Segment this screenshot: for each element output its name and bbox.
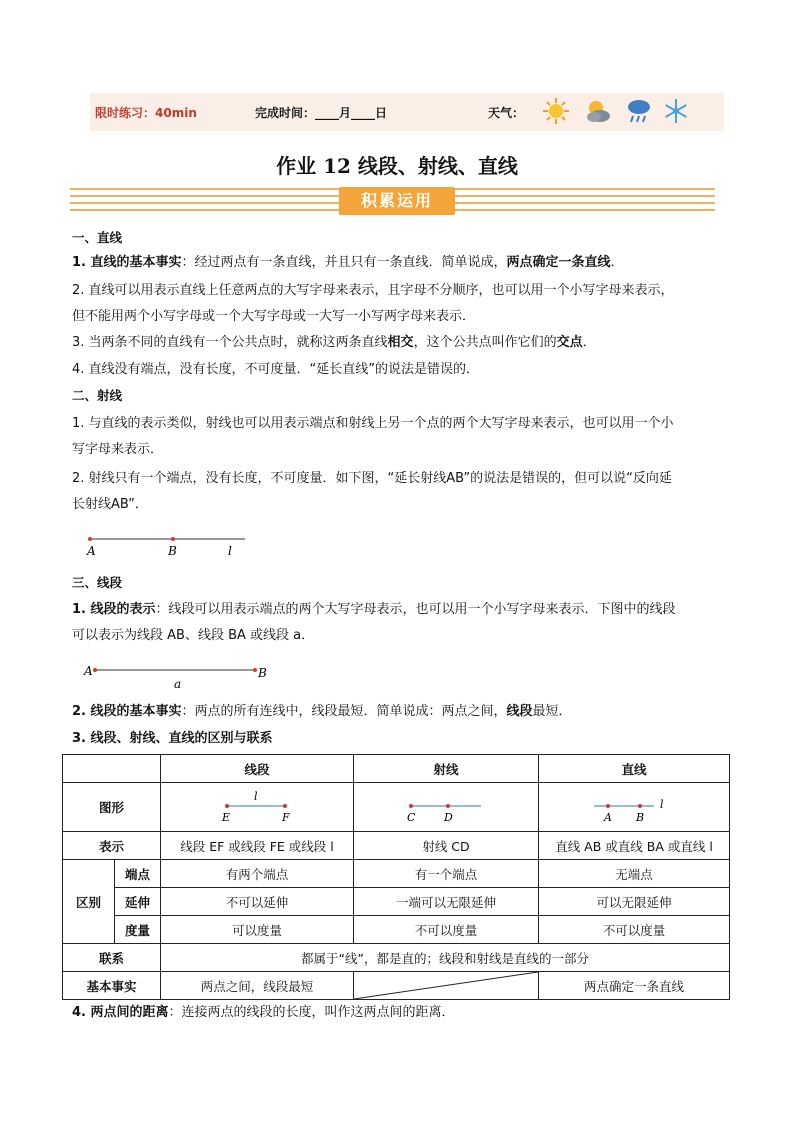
svg-text:B: B bbox=[636, 810, 645, 824]
table-header: 线段 bbox=[161, 755, 354, 783]
table-row bbox=[63, 888, 730, 916]
header-bar bbox=[90, 93, 724, 131]
row-label: 表示 bbox=[63, 832, 161, 860]
table-header: 直线 bbox=[539, 755, 730, 783]
ray-figure bbox=[80, 530, 260, 560]
table-row bbox=[63, 755, 730, 783]
table-cell: 射线 CD bbox=[354, 832, 539, 860]
row-label: 图形 bbox=[63, 783, 161, 832]
paragraph: 1. 线段的表示：线段可以用表示端点的两个大写字母表示，也可以用一个小写字母来表示．下图中的线段 可以表示为线段 AB、线段 BA 或线段 a． bbox=[72, 602, 676, 643]
row-label: 基本事实 bbox=[63, 972, 161, 1000]
paragraph: 4. 直线没有端点，没有长度，不可度量．“延长直线”的说法是错误的． bbox=[72, 362, 480, 377]
section-banner: 积累运用 bbox=[339, 187, 455, 215]
weather-label: 天气： bbox=[488, 106, 525, 120]
line-figure-cell bbox=[539, 783, 730, 832]
paragraph: 3. 线段、射线、直线的区别与联系 bbox=[72, 731, 273, 746]
page-title: 作业 12 线段、射线、直线 bbox=[276, 154, 518, 178]
table-cell: 有两个端点 bbox=[161, 860, 354, 888]
paragraph: 3. 当两条不同的直线有一个公共点时，就称这两条直线相交，这个公共点叫作它们的交点． bbox=[72, 335, 596, 350]
row-label: 区别 bbox=[63, 860, 115, 944]
point-label: A bbox=[87, 544, 96, 558]
table-cell: 无端点 bbox=[539, 860, 730, 888]
table-header: 射线 bbox=[354, 755, 539, 783]
table-cell: 直线 AB 或直线 BA 或直线 l bbox=[539, 832, 730, 860]
time-limit: 限时练习：40min bbox=[95, 106, 197, 120]
table-row bbox=[63, 916, 730, 944]
segment-figure bbox=[80, 660, 280, 692]
paragraph: 1. 与直线的表示类似，射线也可以用表示端点和射线上另一个点的两个大写字母来表示，也可以用一个小 写字母来表示． bbox=[72, 416, 674, 457]
table-row bbox=[63, 832, 730, 860]
table-cell: 可以无限延伸 bbox=[539, 888, 730, 916]
snowflake-icon bbox=[662, 97, 690, 125]
section-heading: 三、线段 bbox=[72, 575, 123, 590]
point-label: B bbox=[258, 666, 267, 680]
table-cell: 两点之间，线段最短 bbox=[161, 972, 354, 1000]
paragraph: 1. 直线的基本事实：经过两点有一条直线，并且只有一条直线．简单说成，两点确定一条直线． bbox=[72, 255, 624, 270]
paragraph: 2. 线段的基本事实：两点的所有连线中，线段最短．简单说成：两点之间，线段最短． bbox=[72, 704, 572, 719]
paragraph: 2. 射线只有一个端点，没有长度，不可度量．如下图，“延长射线AB”的说法是错误的，但可以说“反向延 长射线AB”． bbox=[72, 471, 672, 512]
row-sublabel: 端点 bbox=[115, 860, 161, 888]
point-label: B bbox=[168, 544, 177, 558]
section-heading: 二、射线 bbox=[72, 388, 123, 403]
table-row bbox=[63, 860, 730, 888]
row-label: 联系 bbox=[63, 944, 161, 972]
svg-text:A: A bbox=[604, 810, 612, 824]
sun-icon bbox=[542, 97, 570, 125]
table-row bbox=[63, 944, 730, 972]
svg-text:C: C bbox=[407, 810, 416, 824]
svg-text:D: D bbox=[444, 810, 453, 824]
point-label: A bbox=[84, 664, 93, 678]
section-heading: 一、直线 bbox=[72, 230, 123, 245]
diagonal-slash bbox=[354, 972, 538, 999]
ray-figure bbox=[396, 786, 496, 826]
segment-figure bbox=[207, 786, 307, 826]
svg-text:l: l bbox=[254, 789, 258, 803]
finish-time: 完成时间：____月____日 bbox=[255, 106, 388, 120]
partly-cloudy-icon bbox=[584, 97, 612, 125]
line-figure bbox=[584, 786, 684, 826]
table-cell: 一端可以无限延伸 bbox=[354, 888, 539, 916]
table-cell: 可以度量 bbox=[161, 916, 354, 944]
svg-text:l: l bbox=[660, 797, 664, 811]
table-cell: 有一个端点 bbox=[354, 860, 539, 888]
table-row bbox=[63, 972, 730, 1000]
table-cell: 两点确定一条直线 bbox=[539, 972, 730, 1000]
empty-cell bbox=[354, 972, 539, 1000]
table-cell: 不可以度量 bbox=[354, 916, 539, 944]
row-sublabel: 延伸 bbox=[115, 888, 161, 916]
segment-figure-cell bbox=[161, 783, 354, 832]
rain-icon bbox=[625, 97, 653, 125]
table-cell: 线段 EF 或线段 FE 或线段 l bbox=[161, 832, 354, 860]
segment-label: a bbox=[174, 677, 182, 691]
table-cell: 不可以度量 bbox=[539, 916, 730, 944]
paragraph: 2. 直线可以用表示直线上任意两点的大写字母来表示，且字母不分顺序，也可以用一个小写字母来表示， 但不能用两个小写字母或一个大写字母或一大写一小写两字母来表示． bbox=[72, 283, 674, 324]
svg-text:E: E bbox=[222, 810, 231, 824]
svg-text:F: F bbox=[282, 810, 290, 824]
table-row bbox=[63, 783, 730, 832]
row-sublabel: 度量 bbox=[115, 916, 161, 944]
table-cell: 不可以延伸 bbox=[161, 888, 354, 916]
paragraph: 4. 两点间的距离：连接两点的线段的长度，叫作这两点间的距离． bbox=[72, 1005, 455, 1020]
comparison-table bbox=[62, 754, 730, 1000]
ray-figure-cell bbox=[354, 783, 539, 832]
point-label: l bbox=[228, 544, 232, 558]
table-cell: 都属于“线”，都是直的；线段和射线是直线的一部分 bbox=[161, 944, 730, 972]
